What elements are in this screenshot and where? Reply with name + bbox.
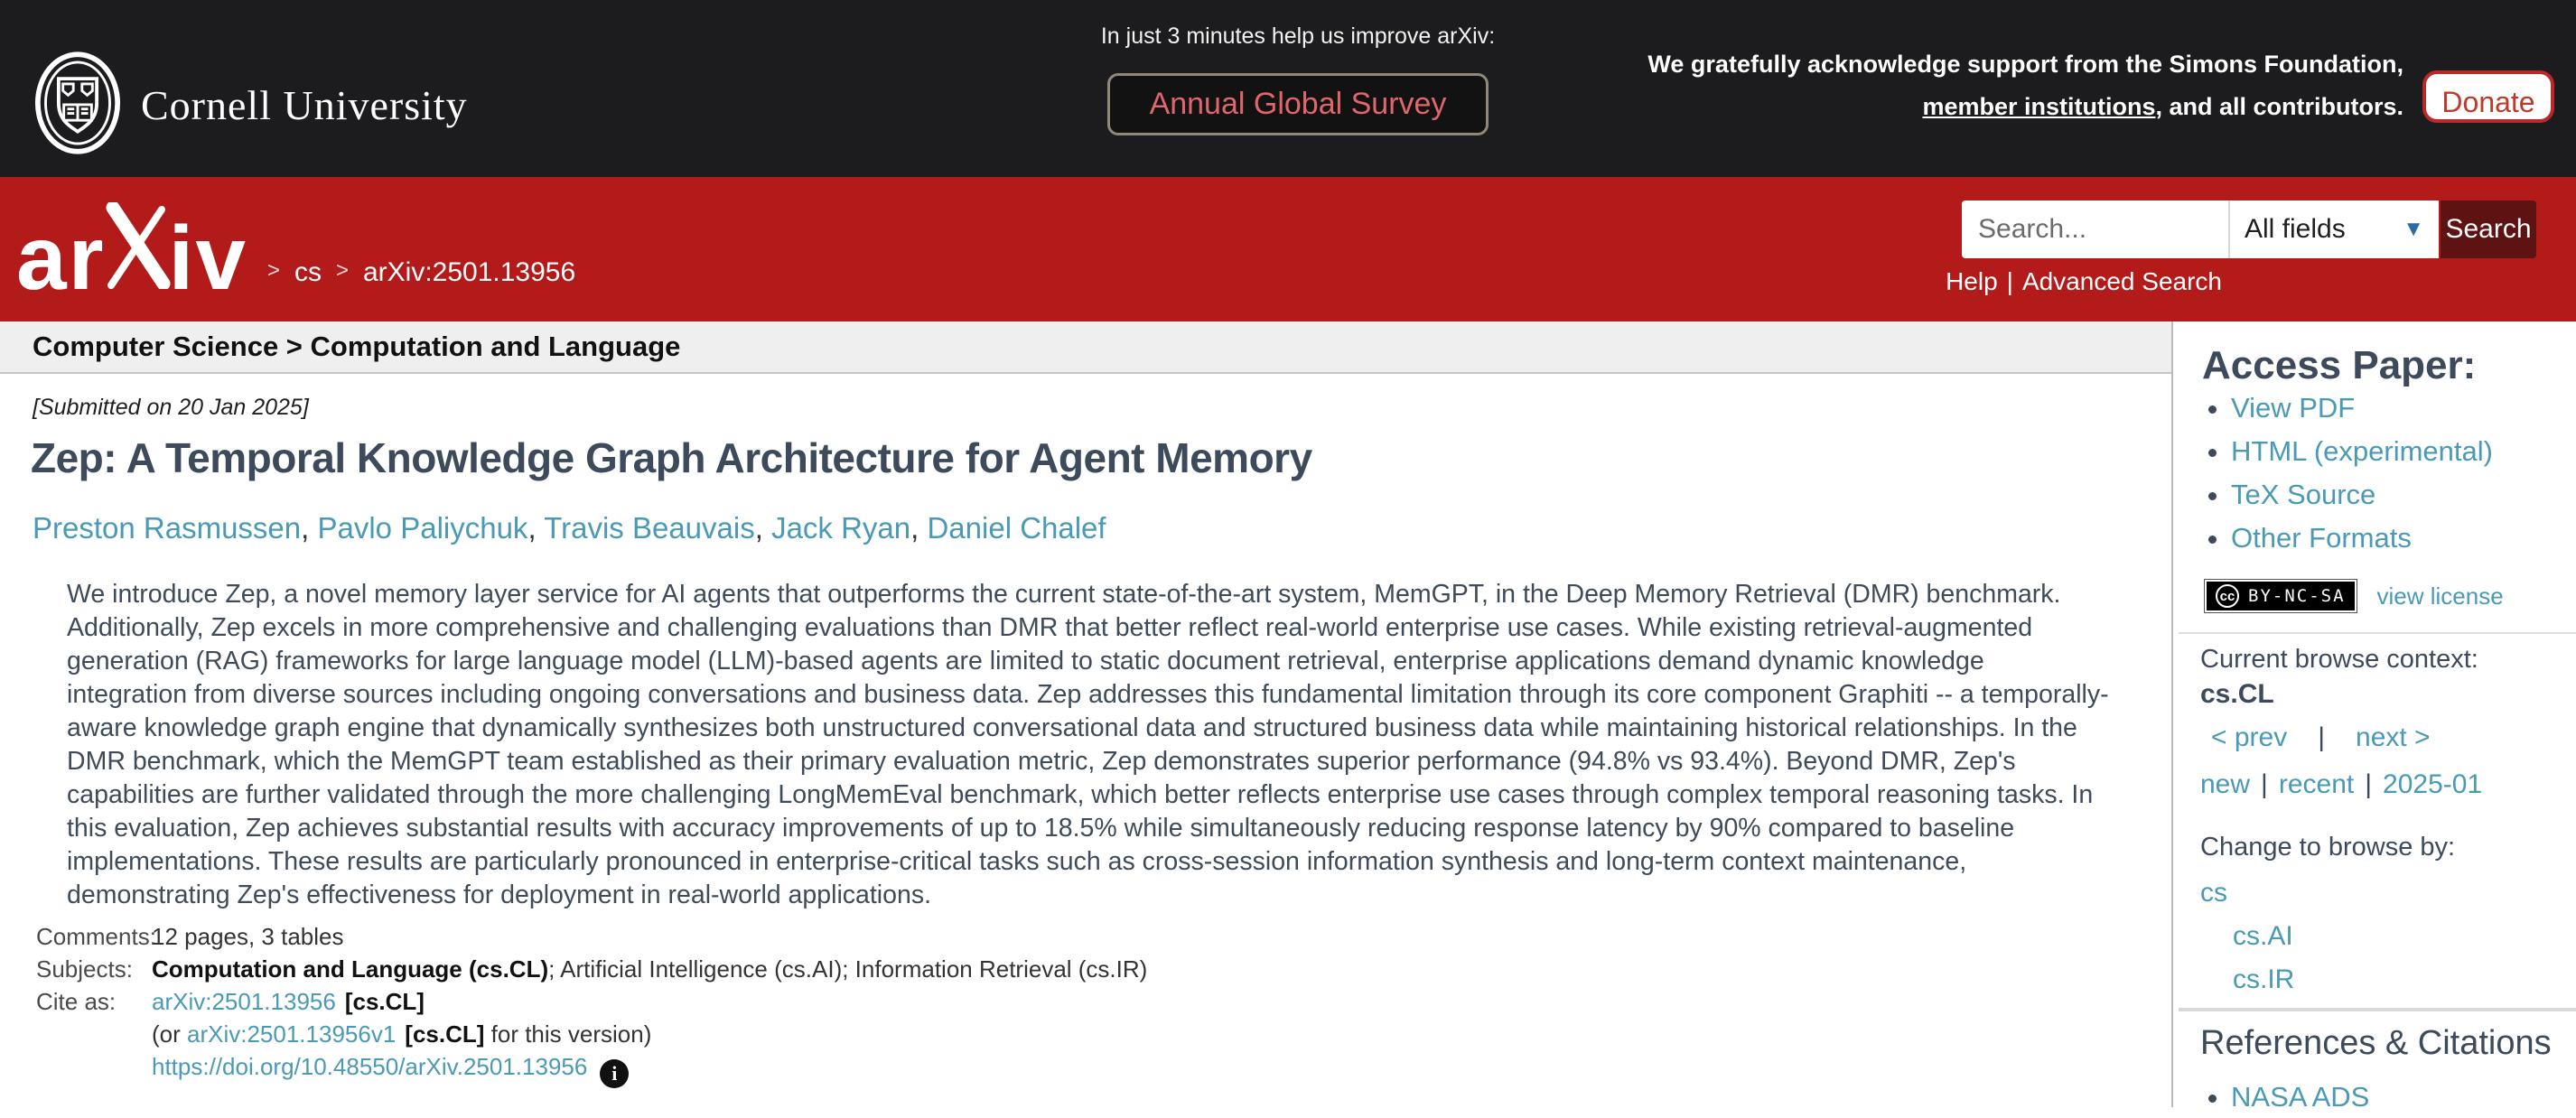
metadata-table	[36, 923, 1147, 1085]
subject-band	[0, 321, 2171, 374]
arxiv-logo-ar: ar	[16, 208, 106, 309]
list-item	[2231, 473, 2493, 517]
access-links-list	[2231, 387, 2493, 560]
month-link[interactable]: 2025-01	[2383, 769, 2483, 799]
version-line	[152, 1020, 1147, 1053]
empty-label	[36, 1053, 152, 1085]
support-acknowledgment	[1647, 43, 2403, 128]
view-license-link[interactable]: view license	[2376, 582, 2504, 610]
subjects-value	[152, 955, 1147, 988]
browse-context-label: Current browse context:	[2200, 645, 2478, 674]
subjects-label: Subjects:	[36, 955, 133, 983]
cornell-wordmark: Cornell University	[141, 82, 468, 128]
list-item	[2231, 387, 2493, 430]
other-formats-link[interactable]: Other Formats	[2231, 522, 2412, 554]
breadcrumb-separator: >	[266, 258, 280, 283]
author-link[interactable]: Preston Rasmussen	[33, 511, 302, 545]
browse-cs-ir-link[interactable]: cs.IR	[2233, 964, 2295, 994]
pipe-separator: |	[2006, 267, 2013, 295]
arxiv-header	[0, 177, 2576, 321]
version-prefix: (or	[152, 1020, 187, 1048]
author-link[interactable]: Jack Ryan	[771, 511, 911, 545]
prev-link[interactable]: < prev	[2211, 722, 2288, 752]
help-row	[1946, 267, 2222, 296]
pipe-separator: |	[2365, 769, 2373, 799]
view-pdf-link[interactable]: View PDF	[2231, 392, 2356, 424]
next-link[interactable]: next >	[2356, 722, 2431, 752]
browse-context-value: cs.CL	[2200, 679, 2274, 709]
cite-class: [cs.CL]	[344, 988, 425, 1015]
page-title: Zep: A Temporal Knowledge Graph Architecture for Agent Memory	[31, 434, 1312, 481]
pipe-separator: |	[2318, 722, 2326, 752]
cite-as-label: Cite as:	[36, 988, 117, 1015]
license-row	[2204, 579, 2504, 613]
breadcrumb-paper-id[interactable]: arXiv:2501.13956	[362, 257, 576, 287]
cite-arxiv-link[interactable]: arXiv:2501.13956	[152, 988, 336, 1015]
column-divider	[2171, 321, 2173, 1107]
version-suffix: for this version)	[484, 1020, 652, 1048]
abstract-text: We introduce Zep, a novel memory layer service for AI agents that outperforms the current state-of-the-art system, MemGPT, in the Deep Memory Retrieval (DMR) benchmark. Additionally, Zep excels in more comprehensive and challenging evaluations than DMR that better reflect real-world enterprise use cases. While existing retrieval-augmented generation (RAG) frameworks for large language model (LLM)-based agents are limited to static document retrieval, enterprise applications demand dynamic knowledge integration from diverse sources including ongoing conversations and business data. Zep addresses this fundamental limitation through its core component Graphiti -- a temporally-aware knowledge graph engine that dynamically synthesizes both unstructured conversational data and structured business data while maintaining historical relationships. In the DMR benchmark, which the MemGPT team established as their primary evaluation metric, Zep demonstrates superior performance (94.8% vs 93.4%). Beyond DMR, Zep's capabilities are further validated through the more challenging LongMemEval benchmark, which better reflects enterprise use cases through complex temporal reasoning tasks. In this evaluation, Zep achieves substantial results with accuracy improvements of up to 18.5% while simultaneously reducing response latency by 90% compared to baseline implementations. These results are particularly pronounced in enterprise-critical tasks such as cross-session information synthesis and long-term context maintenance, demonstrating Zep's effectiveness for deployment in real-world applications.	[67, 580, 2109, 909]
author-link[interactable]: Daniel Chalef	[927, 511, 1106, 545]
prev-next-nav	[2211, 722, 2431, 753]
search-button[interactable]: Search	[2441, 200, 2536, 258]
subjects-primary: Computation and Language (cs.CL)	[152, 955, 549, 983]
breadcrumb-cs-link[interactable]: cs	[294, 257, 322, 287]
breadcrumb	[267, 256, 575, 297]
help-link[interactable]: Help	[1946, 267, 1998, 295]
list-item	[2231, 1076, 2369, 1118]
cornell-seal-icon	[34, 51, 121, 160]
pipe-separator: |	[2261, 769, 2268, 799]
references-citations-title: References & Citations	[2200, 1024, 2552, 1062]
author-separator: ,	[910, 511, 928, 545]
author-link[interactable]: Travis Beauvais	[544, 511, 755, 545]
breadcrumb-separator: >	[335, 258, 349, 283]
recent-link[interactable]: recent	[2278, 769, 2355, 799]
subject-path: Computer Science > Computation and Language	[33, 331, 681, 362]
comments-value: 12 pages, 3 tables	[152, 923, 344, 950]
search-bar	[1962, 200, 2536, 258]
sidebar-divider	[2179, 1008, 2576, 1011]
support-line2: , and all contributors.	[2155, 93, 2403, 120]
sidebar-divider	[2179, 632, 2576, 634]
html-experimental-link[interactable]: HTML (experimental)	[2231, 435, 2493, 467]
author-separator: ,	[527, 511, 545, 545]
new-link[interactable]: new	[2200, 769, 2251, 799]
annual-global-survey-button[interactable]: Annual Global Survey	[1107, 73, 1489, 135]
list-item	[2231, 517, 2493, 560]
version-class: [cs.CL]	[405, 1020, 485, 1048]
author-link[interactable]: Pavlo Paliychuk	[317, 511, 528, 545]
cc-by-nc-sa-badge-icon[interactable]	[2204, 579, 2357, 613]
doi-link[interactable]: https://doi.org/10.48550/arXiv.2501.13956	[152, 1053, 588, 1080]
cc-badge-text: BY-NC-SA	[2248, 586, 2346, 606]
listing-nav	[2200, 769, 2482, 800]
arxiv-logo-iv: iv	[168, 208, 247, 309]
cornell-logo[interactable]	[34, 51, 468, 160]
support-line1: We gratefully acknowledge support from the Simons Foundation,	[1647, 51, 2403, 78]
version-link[interactable]: arXiv:2501.13956v1	[187, 1020, 397, 1048]
access-paper-title: Access Paper:	[2202, 343, 2477, 387]
authors-line	[33, 511, 1106, 545]
search-input[interactable]	[1962, 200, 2228, 258]
top-banner	[0, 0, 2576, 177]
sidebar	[2179, 321, 2576, 1113]
author-separator: ,	[301, 511, 318, 545]
arxiv-logo[interactable]	[16, 202, 247, 309]
browse-cs-link[interactable]: cs	[2200, 878, 2227, 908]
submitted-date: [Submitted on 20 Jan 2025]	[33, 395, 309, 420]
survey-prompt: In just 3 minutes help us improve arXiv:	[1100, 23, 1496, 49]
empty-label	[36, 1020, 152, 1053]
info-icon[interactable]: i	[600, 1059, 629, 1088]
advanced-search-link[interactable]: Advanced Search	[2021, 267, 2222, 295]
doi-line	[152, 1053, 1147, 1085]
donate-button[interactable]: Donate	[2422, 70, 2554, 123]
search-field-value: All fields	[2245, 214, 2346, 244]
nasa-ads-link[interactable]: NASA ADS	[2231, 1081, 2370, 1113]
browse-cs-ai-link[interactable]: cs.AI	[2233, 921, 2293, 951]
chevron-down-icon: ▼	[2403, 217, 2424, 241]
search-field-select[interactable]	[2228, 200, 2439, 258]
references-list	[2231, 1076, 2369, 1118]
subjects-rest: ; Artificial Intelligence (cs.AI); Information Retrieval (cs.IR)	[548, 955, 1148, 983]
author-separator: ,	[754, 511, 772, 545]
list-item	[2231, 430, 2493, 473]
change-browse-label: Change to browse by:	[2200, 833, 2456, 862]
cc-circle-icon: cc	[2216, 584, 2239, 608]
comments-label: Comments:	[36, 923, 156, 950]
member-institutions-link[interactable]: member institutions	[1922, 93, 2156, 120]
arxiv-logo-x-icon	[102, 202, 173, 297]
cite-as-value	[152, 988, 1147, 1020]
tex-source-link[interactable]: TeX Source	[2231, 479, 2376, 510]
